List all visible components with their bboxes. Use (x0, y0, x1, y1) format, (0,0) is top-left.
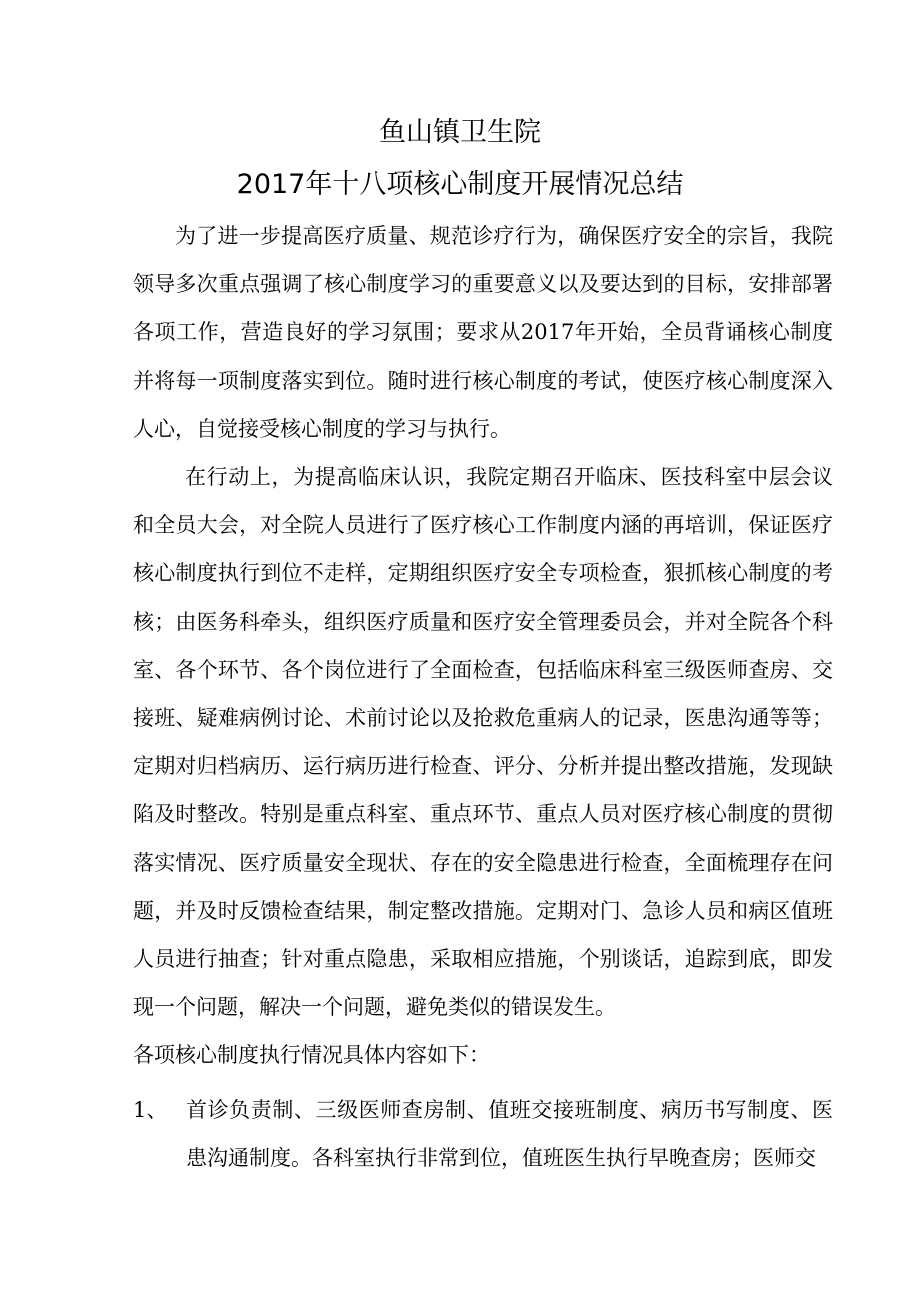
list-item-text: 首诊负责制、三级医师查房制、值班交接班制度、病历书写制度、医患沟通制度。各科室执行非常到位，值班医生执行早晚查房；医师交 (186, 1097, 833, 1170)
document-title: 鱼山镇卫生院 (379, 117, 541, 148)
paragraph-list-intro: 各项核心制度执行情况具体内容如下： (133, 1043, 490, 1068)
document-body (133, 212, 833, 1182)
document-subtitle: 2017年十八项核心制度开展情况总结 (236, 169, 684, 200)
list-item (133, 1086, 833, 1182)
paragraph-actions: 在行动上，为提高临床认识，我院定期召开临床、医技科室中层会议和全员大会，对全院人员进行了医疗核心工作制度内涵的再培训，保证医疗核心制度执行到位不走样，定期组织医疗安全专项检查，狠抓核心制度的考核；由医务科牵头，组织医疗质量和医疗安全管理委员会，并对全院各个科室、各个环节、各个岗位进行了全面检查，包括临床科室三级医师查房、交接班、疑难病例讨论、术前讨论以及抢救危重病人的记录，医患沟通等等；定期对归档病历、运行病历进行检查、评分、分析并提出整改措施，发现缺陷及时整改。特别是重点科室、重点环节、重点人员对医疗核心制度的贯彻落实情况、医疗质量安全现状、存在的安全隐患进行检查，全面梳理存在问题，并及时反馈检查结果，制定整改措施。定期对门、急诊人员和病区值班人员进行抽查；针对重点隐患，采取相应措施，个别谈话，追踪到底，即发现一个问题，解决一个问题，避免类似的错误发生。 (133, 465, 833, 1020)
list-item-number: 1、 (133, 1097, 168, 1122)
paragraph-intro: 为了进一步提高医疗质量、规范诊疗行为，确保医疗安全的宗旨，我院领导多次重点强调了核心制度学习的重要意义以及要达到的目标，安排部署各项工作，营造良好的学习氛围；要求从2017年开始，全员背诵核心制度并将每一项制度落实到位。随时进行核心制度的考试，使医疗核心制度深入人心，自觉接受核心制度的学习与执行。 (133, 224, 833, 441)
